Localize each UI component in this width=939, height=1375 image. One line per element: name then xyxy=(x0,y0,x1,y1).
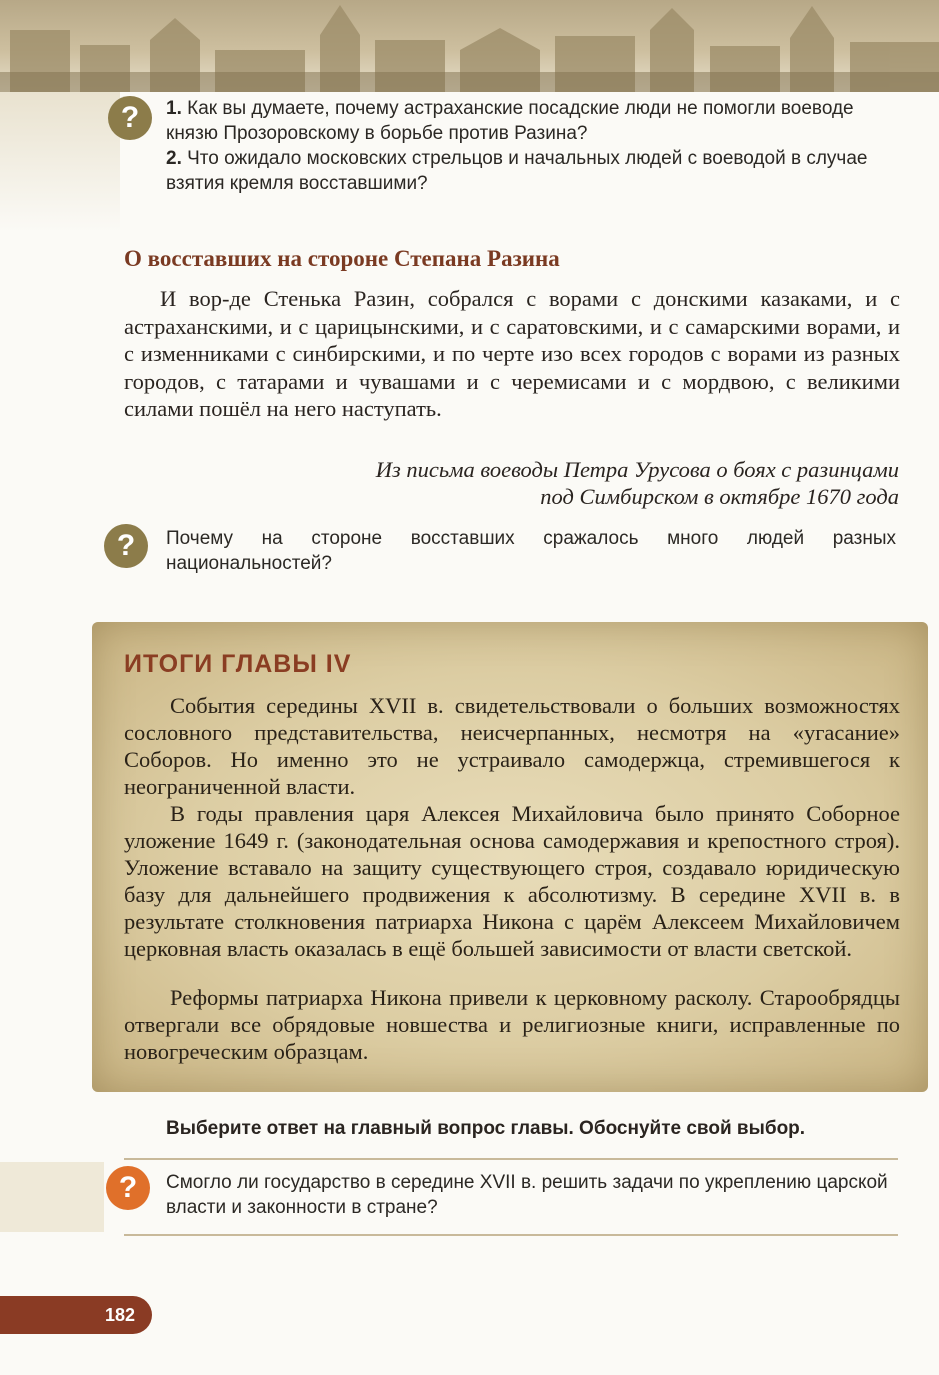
question-icon: ? xyxy=(106,1166,150,1210)
page-number: 182 xyxy=(104,1305,136,1325)
summary-paragraph-2: В годы правления царя Алексея Михайловича было принято Соборное уложение 1649 г. (законодательная основа самодержавия и крепостного строя). Уложение вставало на защиту существующего строя, создавало юридическую базу для дальнейшего продвижения к абсолютизму. В середине XVII в. в результате столкновения патриарха Никона с царём Алексеем Михайловичем церковная власть оказалась в ещё большей зависимости от власти светской. xyxy=(124,801,900,961)
question-1: 1. Как вы думаете, почему астраханские посадские люди не помогли воеводе князю Прозоровскому в борьбе против Разина? xyxy=(166,98,854,144)
left-margin-band xyxy=(0,1162,104,1232)
document-citation: Из письма воеводы Петра Урусова о боях с разинцами под Симбирском в октябре 1670 года xyxy=(375,457,899,509)
header-illustration xyxy=(0,0,939,92)
chapter-summary-title: ИТОГИ ГЛАВЫ IV xyxy=(124,650,352,678)
question-icon: ? xyxy=(104,524,148,568)
summary-paragraph-1: События середины XVII в. свидетельствовали о больших возможностях сословного представительства, неисчерпанных, несмотря на «угасание» Соборов. Но именно это не устраивало самодержца, стремившегося к неограниченной власти. xyxy=(124,693,900,799)
kremlin-illustration xyxy=(0,0,939,92)
document-text: И вор-де Стенька Разин, собрался с ворами с донскими казаками, и с астраханскими, и с царицынскими, и с саратовскими, и с самарскими ворами, и с изменниками с синбирскими, и по черте изо всех городов с ворами из разных городов, с татарами и чувашами и с черемисами и с мордвою, с великими силами пошёл на него наступать. xyxy=(124,286,900,421)
question-2: 2. Что ожидало московских стрельцов и начальных людей с воеводой в случае взятия кремля восставшими? xyxy=(166,148,868,194)
summary-paragraph-3: Реформы патриарха Никона привели к церковному расколу. Старообрядцы отвергали все обрядовые новшества и религиозные книги, исправленные по новогреческим образцам. xyxy=(124,985,900,1064)
divider-top xyxy=(124,1158,898,1160)
left-margin-shade xyxy=(0,92,120,232)
question-icon: ? xyxy=(108,96,152,140)
document-title: О восставших на стороне Степана Разина xyxy=(124,246,560,271)
question-final: Смогло ли государство в середине XVII в. решить задачи по укреплению царской власти и законности в стране? xyxy=(166,1172,888,1218)
question-mid: Почему на стороне восставших сражалось много людей разных национальностей? xyxy=(166,528,896,574)
questions-top xyxy=(166,96,901,196)
chapter-task: Выберите ответ на главный вопрос главы. Обоснуйте свой выбор. xyxy=(166,1118,806,1139)
divider-bottom xyxy=(124,1234,898,1236)
